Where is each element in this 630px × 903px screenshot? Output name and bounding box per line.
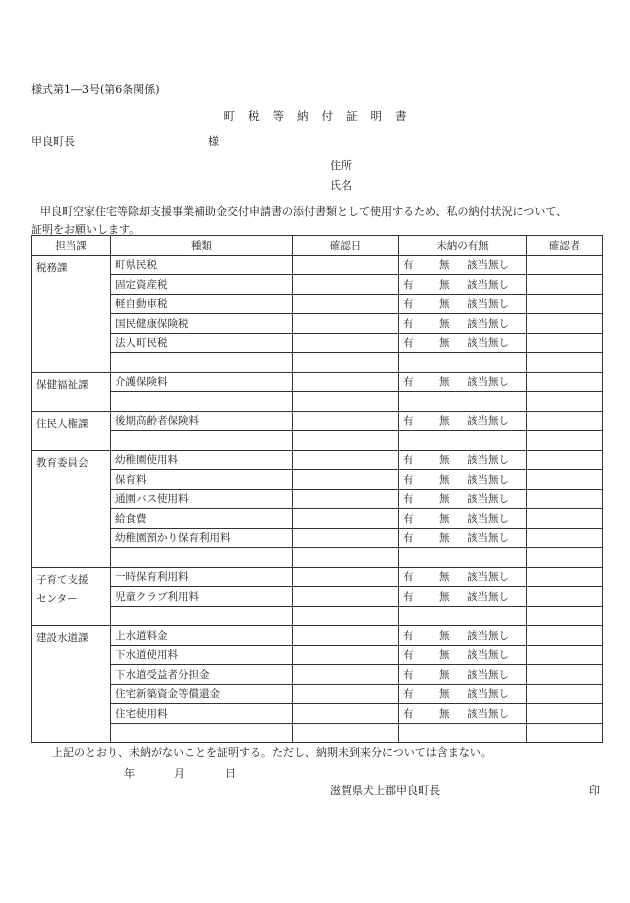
status-not-applicable: 該当無し: [467, 473, 509, 486]
status-yes: 有: [403, 493, 414, 506]
department-name-line: 子育て支援: [36, 573, 89, 586]
confirmer-cell: [527, 470, 603, 490]
date-line: [124, 765, 236, 781]
status-no: 無: [439, 259, 450, 272]
unpaid-status-cell: [399, 509, 527, 529]
unpaid-status-cell: [399, 684, 527, 704]
table-row: [32, 372, 603, 392]
status-not-applicable: 該当無し: [467, 512, 509, 525]
department-cell: [32, 450, 111, 567]
table-row: [32, 665, 603, 685]
confirmer-cell: [527, 333, 603, 353]
status-not-applicable: 該当無し: [467, 454, 509, 467]
status-no: 無: [439, 512, 450, 525]
payment-type: 町県民税: [111, 255, 293, 275]
payment-type: 通園バス使用料: [111, 489, 293, 509]
unpaid-status-cell: [399, 411, 527, 431]
table-row: [32, 704, 603, 724]
status-not-applicable: 該当無し: [467, 278, 509, 291]
status-not-applicable: 該当無し: [467, 649, 509, 662]
status-yes: 有: [403, 317, 414, 330]
confirm-date-cell: [293, 450, 399, 470]
status-no: 無: [439, 337, 450, 350]
unpaid-status-cell: [399, 294, 527, 314]
status-yes: 有: [403, 629, 414, 642]
status-no: 無: [439, 688, 450, 701]
confirmer-cell: [527, 723, 603, 743]
confirm-date-cell: [293, 353, 399, 373]
status-no: 無: [439, 298, 450, 311]
confirmer-cell: [527, 567, 603, 587]
payment-type: 保育料: [111, 470, 293, 490]
department-name: 税務課: [36, 261, 68, 274]
confirmer-cell: [527, 509, 603, 529]
table-row: [32, 392, 603, 412]
status-no: 無: [439, 590, 450, 603]
status-not-applicable: 該当無し: [467, 376, 509, 389]
payment-type: 固定資産税: [111, 275, 293, 295]
status-not-applicable: 該当無し: [467, 590, 509, 603]
confirm-date-cell: [293, 489, 399, 509]
status-yes: 有: [403, 473, 414, 486]
status-not-applicable: 該当無し: [467, 298, 509, 311]
status-yes: 有: [403, 512, 414, 525]
table-row: [32, 470, 603, 490]
table-row: [32, 645, 603, 665]
status-yes: 有: [403, 337, 414, 350]
confirmer-cell: [527, 372, 603, 392]
unpaid-status-cell: [399, 470, 527, 490]
department-cell: [32, 411, 111, 450]
blank-type-cell: [111, 353, 293, 373]
payment-type: 介護保険料: [111, 372, 293, 392]
status-no: 無: [439, 707, 450, 720]
confirm-date-cell: [293, 314, 399, 334]
unpaid-status-cell: [399, 489, 527, 509]
payment-type: 住宅新築資金等償還金: [111, 684, 293, 704]
unpaid-status-cell: [399, 372, 527, 392]
payment-type: 幼稚園使用料: [111, 450, 293, 470]
confirm-date-cell: [293, 665, 399, 685]
status-yes: 有: [403, 278, 414, 291]
form-number: 様式第1―3号(第6条関係): [31, 83, 160, 96]
confirmer-cell: [527, 431, 603, 451]
address-label: 住所: [330, 159, 352, 172]
date-day: 日: [225, 767, 236, 780]
status-yes: 有: [403, 668, 414, 681]
status-no: 無: [439, 454, 450, 467]
table-row: [32, 411, 603, 431]
confirmer-cell: [527, 450, 603, 470]
confirm-date-cell: [293, 255, 399, 275]
unpaid-status-cell: [399, 431, 527, 451]
honorific: 様: [208, 135, 219, 148]
confirmer-cell: [527, 275, 603, 295]
table-row: [32, 684, 603, 704]
unpaid-status-cell: [399, 392, 527, 412]
confirmer-cell: [527, 684, 603, 704]
seal-mark: 印: [589, 784, 600, 797]
status-yes: 有: [403, 590, 414, 603]
confirm-date-cell: [293, 333, 399, 353]
blank-type-cell: [111, 431, 293, 451]
blank-type-cell: [111, 548, 293, 568]
header-confirm-date: 確認日: [293, 236, 399, 256]
confirmer-cell: [527, 489, 603, 509]
status-yes: 有: [403, 376, 414, 389]
blank-type-cell: [111, 392, 293, 412]
unpaid-status-cell: [399, 606, 527, 626]
unpaid-status-cell: [399, 275, 527, 295]
confirmer-cell: [527, 626, 603, 646]
status-yes: 有: [403, 707, 414, 720]
status-no: 無: [439, 571, 450, 584]
payment-type: 一時保育利用料: [111, 567, 293, 587]
confirm-date-cell: [293, 684, 399, 704]
table-row: [32, 723, 603, 743]
confirm-date-cell: [293, 294, 399, 314]
table-row: [32, 606, 603, 626]
status-no: 無: [439, 473, 450, 486]
issuer: 滋賀県犬上郡甲良町長: [330, 784, 440, 797]
confirmer-cell: [527, 314, 603, 334]
department-name: 保健福祉課: [36, 378, 89, 391]
status-yes: 有: [403, 298, 414, 311]
unpaid-status-cell: [399, 704, 527, 724]
department-cell: [32, 372, 111, 411]
confirmer-cell: [527, 645, 603, 665]
status-yes: 有: [403, 532, 414, 545]
confirmer-cell: [527, 704, 603, 724]
department-name: [36, 568, 110, 609]
header-department: 担当課: [32, 236, 111, 256]
payment-type: 幼稚園預かり保育利用料: [111, 528, 293, 548]
unpaid-status-cell: [399, 645, 527, 665]
header-type: 種類: [111, 236, 293, 256]
unpaid-status-cell: [399, 528, 527, 548]
status-yes: 有: [403, 454, 414, 467]
status-not-applicable: 該当無し: [467, 317, 509, 330]
payment-type: 後期高齢者保険料: [111, 411, 293, 431]
department-name-line: センター: [36, 592, 78, 605]
status-not-applicable: 該当無し: [467, 668, 509, 681]
unpaid-status-cell: [399, 587, 527, 607]
status-not-applicable: 該当無し: [467, 337, 509, 350]
confirm-date-cell: [293, 587, 399, 607]
table-row: [32, 587, 603, 607]
unpaid-status-cell: [399, 665, 527, 685]
department-name: 住民人権課: [36, 417, 89, 430]
table-row: [32, 353, 603, 373]
confirm-date-cell: [293, 626, 399, 646]
table-row: [32, 450, 603, 470]
status-not-applicable: 該当無し: [467, 707, 509, 720]
table-row: [32, 275, 603, 295]
payment-type: 下水道受益者分担金: [111, 665, 293, 685]
confirm-date-cell: [293, 528, 399, 548]
status-no: 無: [439, 532, 450, 545]
confirmer-cell: [527, 548, 603, 568]
table-row: [32, 567, 603, 587]
status-no: 無: [439, 278, 450, 291]
status-no: 無: [439, 415, 450, 428]
confirmer-cell: [527, 606, 603, 626]
unpaid-status-cell: [399, 626, 527, 646]
table-row: [32, 314, 603, 334]
status-yes: 有: [403, 259, 414, 272]
unpaid-status-cell: [399, 567, 527, 587]
confirm-date-cell: [293, 567, 399, 587]
table-row: [32, 509, 603, 529]
confirm-date-cell: [293, 372, 399, 392]
payment-status-table: [31, 235, 603, 743]
status-not-applicable: 該当無し: [467, 629, 509, 642]
blank-type-cell: [111, 606, 293, 626]
payment-type: 給食費: [111, 509, 293, 529]
table-header-row: [32, 236, 603, 256]
status-no: 無: [439, 493, 450, 506]
date-year: 年: [124, 767, 135, 780]
table-row: [32, 294, 603, 314]
payment-type: 法人町民税: [111, 333, 293, 353]
confirm-date-cell: [293, 509, 399, 529]
intro-line-2: 証明をお願いします。: [31, 223, 141, 236]
status-no: 無: [439, 317, 450, 330]
confirmer-cell: [527, 392, 603, 412]
confirm-date-cell: [293, 275, 399, 295]
blank-type-cell: [111, 723, 293, 743]
confirmer-cell: [527, 587, 603, 607]
table-row: [32, 489, 603, 509]
table-row: [32, 528, 603, 548]
table-row: [32, 548, 603, 568]
status-no: 無: [439, 649, 450, 662]
confirmer-cell: [527, 353, 603, 373]
status-yes: 有: [403, 415, 414, 428]
status-yes: 有: [403, 649, 414, 662]
status-no: 無: [439, 376, 450, 389]
confirm-date-cell: [293, 470, 399, 490]
confirmer-cell: [527, 665, 603, 685]
unpaid-status-cell: [399, 548, 527, 568]
table-row: [32, 431, 603, 451]
confirm-date-cell: [293, 411, 399, 431]
confirm-date-cell: [293, 606, 399, 626]
intro-line-1: 甲良町空家住宅等除却支援事業補助金交付申請書の添付書類として使用するため、私の納付状況について、: [40, 205, 568, 218]
payment-type: 国民健康保険税: [111, 314, 293, 334]
status-no: 無: [439, 629, 450, 642]
date-month: 月: [174, 767, 185, 780]
unpaid-status-cell: [399, 255, 527, 275]
confirm-date-cell: [293, 723, 399, 743]
status-not-applicable: 該当無し: [467, 688, 509, 701]
payment-type: 住宅使用料: [111, 704, 293, 724]
unpaid-status-cell: [399, 450, 527, 470]
unpaid-status-cell: [399, 333, 527, 353]
status-not-applicable: 該当無し: [467, 571, 509, 584]
confirmer-cell: [527, 411, 603, 431]
table-row: [32, 333, 603, 353]
payment-type: 軽自動車税: [111, 294, 293, 314]
confirmer-cell: [527, 528, 603, 548]
confirmer-cell: [527, 294, 603, 314]
confirm-date-cell: [293, 392, 399, 412]
status-yes: 有: [403, 688, 414, 701]
status-not-applicable: 該当無し: [467, 259, 509, 272]
department-name: 建設水道課: [36, 632, 89, 644]
table-row: [32, 255, 603, 275]
department-cell: [32, 255, 111, 372]
confirm-date-cell: [293, 548, 399, 568]
status-not-applicable: 該当無し: [467, 415, 509, 428]
department-name: 教育委員会: [36, 456, 89, 469]
table-row: [32, 626, 603, 646]
unpaid-status-cell: [399, 723, 527, 743]
addressee: 甲良町長: [31, 135, 75, 148]
confirm-date-cell: [293, 431, 399, 451]
confirm-date-cell: [293, 645, 399, 665]
status-no: 無: [439, 668, 450, 681]
status-not-applicable: 該当無し: [467, 493, 509, 506]
department-cell: [32, 626, 111, 743]
closing-statement: 上記のとおり、未納がないことを証明する。ただし、納期未到来分については含まない。: [52, 746, 492, 759]
header-unpaid: 未納の有無: [399, 236, 527, 256]
header-confirmer: 確認者: [527, 236, 603, 256]
status-yes: 有: [403, 571, 414, 584]
unpaid-status-cell: [399, 353, 527, 373]
department-cell: [32, 567, 111, 626]
confirmer-cell: [527, 255, 603, 275]
payment-type: 児童クラブ利用料: [111, 587, 293, 607]
unpaid-status-cell: [399, 314, 527, 334]
payment-type: 下水道使用料: [111, 645, 293, 665]
payment-type: 上水道料金: [111, 626, 293, 646]
name-label: 氏名: [330, 179, 352, 192]
confirm-date-cell: [293, 704, 399, 724]
status-not-applicable: 該当無し: [467, 532, 509, 545]
document-title: 町税等納付証明書: [223, 109, 420, 123]
